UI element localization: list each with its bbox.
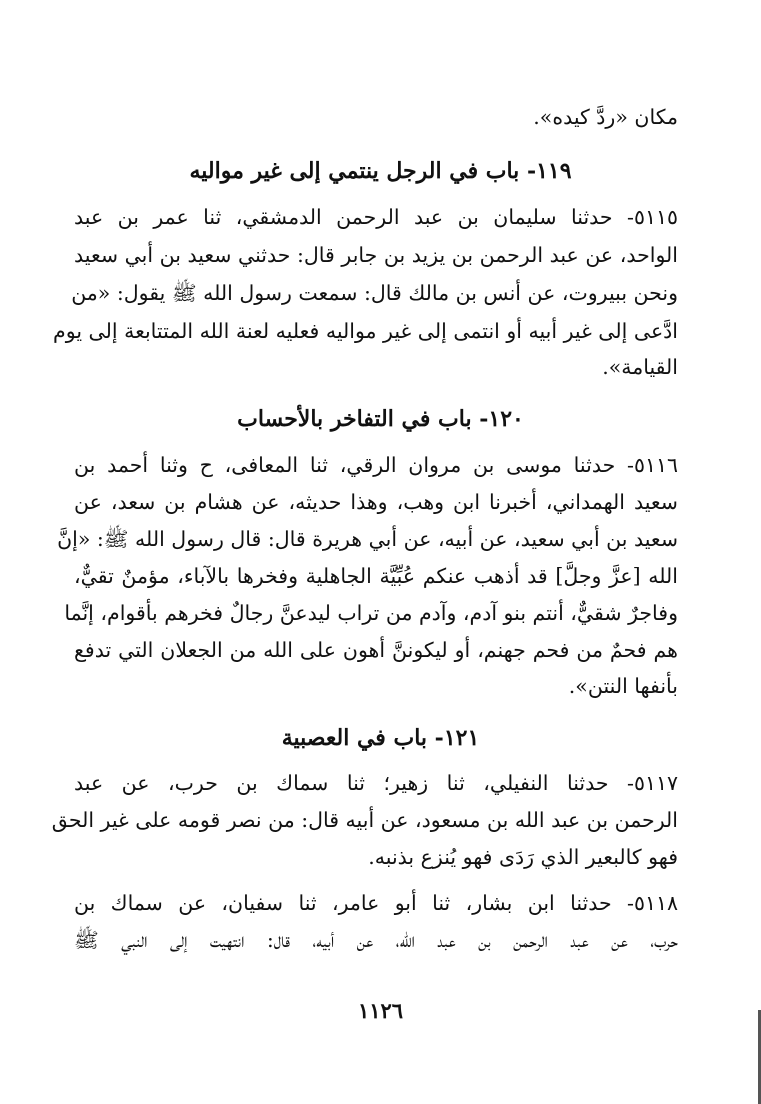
paragraph-line: ونحن ببيروت، عن أنس بن مالك قال: سمعت رسول الله ﷺ يقول: «من (71, 281, 678, 305)
opening-line: مكان «ردَّ كيده». (533, 105, 678, 129)
paragraph-line: ٥١١٥- حدثنا سليمان بن عبد الرحمن الدمشقي، ثنا عمر بن عبد (74, 205, 678, 229)
paragraph-line: سعيد بن أبي سعيد، عن أبيه، عن أبي هريرة قال: قال رسول الله ﷺ: «إنَّ (57, 527, 678, 551)
paragraph-line: ٥١١٧- حدثنا النفيلي، ثنا زهير؛ ثنا سماك بن حرب، عن عبد (74, 771, 678, 795)
page-number: ١١٢٦ (357, 998, 404, 1023)
paragraph-line: بأنفها النتن». (568, 674, 678, 698)
paragraph-line: الواحد، عن عبد الرحمن بن يزيد بن جابر قال: حدثني سعيد بن أبي سعيد (74, 243, 678, 267)
paragraph-line: ٥١١٨- حدثنا ابن بشار، ثنا أبو عامر، ثنا سفيان، عن سماك بن (74, 891, 678, 915)
paragraph-line: القيامة». (602, 355, 678, 379)
paragraph-line: ٥١١٦- حدثنا موسى بن مروان الرقي، ثنا المعافى، ح وثنا أحمد بن (74, 453, 678, 477)
paragraph-line: فهو كالبعير الذي رَدَى فهو يُنزع بذنبه. (368, 845, 678, 869)
paragraph-line: حرب، عن عبد الرحمن بن عبد الله، عن أبيه، قال: انتهيت إلى النبي ﷺ (74, 928, 678, 952)
paragraph-line: هم فحمٌ من فحم جهنم، أو ليكوننَّ أهون على الله من الجعلان التي تدفع (74, 638, 678, 662)
section-heading-120: ١٢٠- باب في التفاخر بالأحساب (237, 406, 524, 432)
section-heading-119: ١١٩- باب في الرجل ينتمي إلى غير مواليه (189, 158, 572, 184)
paragraph-line: سعيد الهمداني، أخبرنا ابن وهب، وهذا حديثه، عن هشام بن سعد، عن (74, 490, 678, 514)
section-heading-121: ١٢١- باب في العصبية (281, 725, 480, 751)
paragraph-line: الرحمن بن عبد الله بن مسعود، عن أبيه قال: من نصر قومه على غير الحق (51, 808, 678, 832)
paragraph-line: وفاجرٌ شقيٌّ، أنتم بنو آدم، وآدم من تراب ليدعنَّ رجالٌ فخرهم بأقوام، إنَّما (64, 601, 678, 625)
paragraph-line: الله [عزَّ وجلَّ] قد أذهب عنكم عُبِّيَّة الجاهلية وفخرها بالآباء، مؤمنٌ تقيٌّ، (74, 564, 678, 588)
paragraph-line: ادَّعى إلى غير أبيه أو انتمى إلى غير مواليه فعليه لعنة الله المتتابعة إلى يوم (53, 319, 678, 343)
